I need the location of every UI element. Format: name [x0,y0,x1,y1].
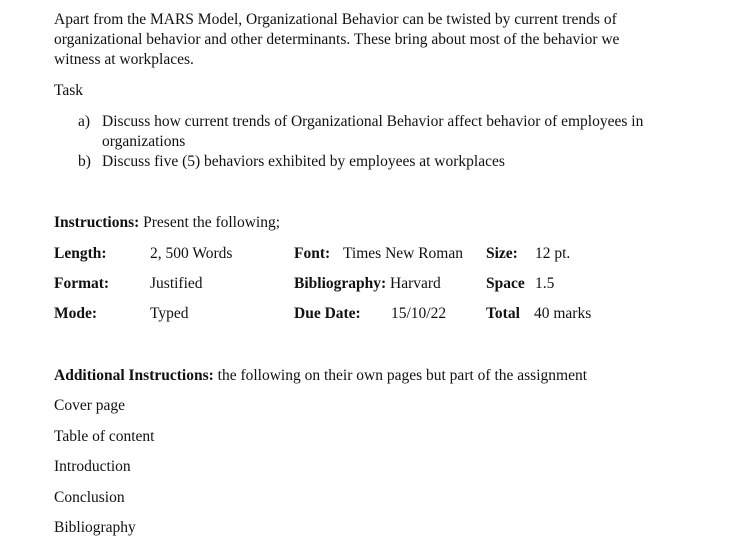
task-item-line: organizations [102,133,186,150]
total-value: 40 marks [534,305,592,322]
intro-line: Apart from the MARS Model, Organizational Behavior can be twisted by current trends of [54,11,617,28]
instructions-text: Present the following; [139,214,281,231]
total-label: Total [486,305,520,322]
length-label: Length: [54,245,107,262]
instructions-label: Instructions: [54,214,140,231]
mode-value: Typed [150,305,189,322]
size-value: 12 pt. [535,245,571,262]
additional-instructions-text: the following on their own pages but part of the assignment [213,367,587,384]
bibliography-label: Bibliography: [294,275,387,292]
intro-line: organizational behavior and other determinants. These bring about most of the behavior we [54,31,620,48]
space-value: 1.5 [535,275,555,292]
task-item-line: Discuss how current trends of Organizational Behavior affect behavior of employees in [102,113,644,130]
bibliography-value: Harvard [390,275,441,292]
mode-label: Mode: [54,305,98,322]
due-date-value: 15/10/22 [391,305,447,322]
task-item-letter: b) [78,153,91,170]
additional-item: Introduction [54,458,131,475]
intro-paragraph [54,10,694,70]
task-heading: Task [54,82,84,99]
length-value: 2, 500 Words [150,245,233,262]
additional-item: Conclusion [54,489,125,506]
font-value: Times New Roman [343,245,463,262]
additional-item: Cover page [54,397,126,414]
size-label: Size: [486,245,518,262]
space-label: Space [486,275,525,292]
format-label: Format: [54,275,110,292]
additional-instructions-label: Additional Instructions: [54,367,214,384]
task-item-line: Discuss five (5) behaviors exhibited by employees at workplaces [102,153,505,170]
additional-item: Bibliography [54,519,136,536]
due-date-label: Due Date: [294,305,361,322]
intro-line: witness at workplaces. [54,51,194,68]
task-item-letter: a) [78,113,91,130]
format-value: Justified [150,275,203,292]
additional-instructions-line [54,366,587,386]
instructions-line [54,213,280,233]
font-label: Font: [294,245,331,262]
additional-item: Table of content [54,428,155,445]
